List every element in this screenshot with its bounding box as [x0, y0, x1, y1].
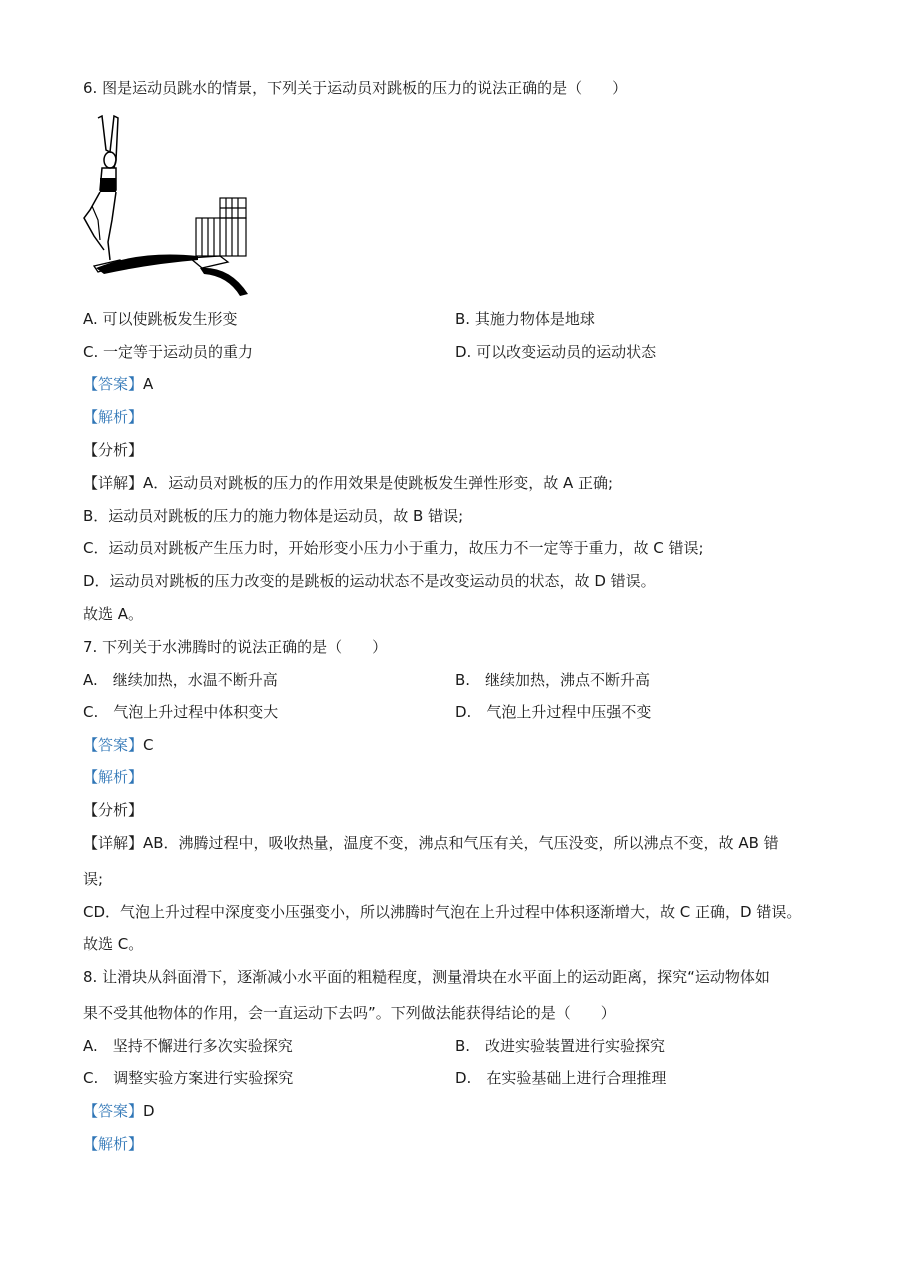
q7-option-a: A. 继续加热，水温不断升高 — [83, 671, 278, 689]
q8-option-b: B. 改进实验装置进行实验探究 — [455, 1037, 666, 1055]
q6-jiexi: 【解析】 — [83, 408, 144, 426]
q8-option-c: C. 调整实验方案进行实验探究 — [83, 1069, 294, 1087]
q6-option-d: D. 可以改变运动员的运动状态 — [455, 343, 657, 361]
q6-option-c: C. 一定等于运动员的重力 — [83, 343, 254, 361]
q7-conclusion: 故选 C。 — [83, 935, 144, 953]
q8-answer — [83, 1101, 155, 1121]
q6-option-a: A. 可以使跳板发生形变 — [83, 310, 238, 328]
answer-tag: 【答案】 — [83, 375, 144, 393]
q7-detail-2: 误; — [83, 870, 104, 888]
q8-option-d: D. 在实验基础上进行合理推理 — [455, 1069, 667, 1087]
q8-stem-2: 果不受其他物体的作用，会一直运动下去吗”。下列做法能获得结论的是（ ） — [83, 1004, 616, 1022]
answer-tag: 【答案】 — [83, 1102, 144, 1120]
answer-value: A — [143, 375, 154, 393]
q6-detail-4: D．运动员对跳板的压力改变的是跳板的运动状态不是改变运动员的状态，故 D 错误。 — [83, 572, 656, 590]
q7-answer — [83, 735, 154, 755]
q6-detail-2: B．运动员对跳板的压力的施力物体是运动员，故 B 错误; — [83, 507, 464, 525]
answer-value: D — [143, 1102, 155, 1120]
q7-detail-1: 【详解】AB．沸腾过程中，吸收热量，温度不变，沸点和气压有关，气压没变，所以沸点不变，故 AB 错 — [83, 834, 779, 852]
q7-detail-3: CD．气泡上升过程中深度变小压强变小，所以沸腾时气泡在上升过程中体积逐渐增大，故 C 正确，D 错误。 — [83, 903, 802, 921]
q8-stem-1: 8. 让滑块从斜面滑下，逐渐减小水平面的粗糙程度，测量滑块在水平面上的运动距离，探究“运动物体如 — [83, 968, 770, 986]
q6-answer — [83, 374, 153, 394]
q6-detail-1: 【详解】A．运动员对跳板的压力的作用效果是使跳板发生弹性形变，故 A 正确; — [83, 474, 614, 492]
q8-option-a: A. 坚持不懈进行多次实验探究 — [83, 1037, 293, 1055]
diving-figure — [80, 110, 255, 300]
answer-value: C — [143, 736, 154, 754]
q6-option-b: B. 其施力物体是地球 — [455, 310, 595, 328]
q7-option-c: C. 气泡上升过程中体积变大 — [83, 703, 279, 721]
q7-option-d: D. 气泡上升过程中压强不变 — [455, 703, 652, 721]
q7-fenxi: 【分析】 — [83, 801, 144, 819]
q6-fenxi: 【分析】 — [83, 441, 144, 459]
q6-stem: 6. 图是运动员跳水的情景，下列关于运动员对跳板的压力的说法正确的是（ ） — [83, 79, 628, 97]
q7-stem: 7. 下列关于水沸腾时的说法正确的是（ ） — [83, 638, 388, 656]
answer-tag: 【答案】 — [83, 736, 144, 754]
q7-jiexi: 【解析】 — [83, 768, 144, 786]
q7-option-b: B. 继续加热，沸点不断升高 — [455, 671, 651, 689]
q6-conclusion: 故选 A。 — [83, 605, 144, 623]
q8-jiexi: 【解析】 — [83, 1135, 144, 1153]
q6-detail-3: C．运动员对跳板产生压力时，开始形变小压力小于重力，故压力不一定等于重力，故 C 错误; — [83, 539, 704, 557]
